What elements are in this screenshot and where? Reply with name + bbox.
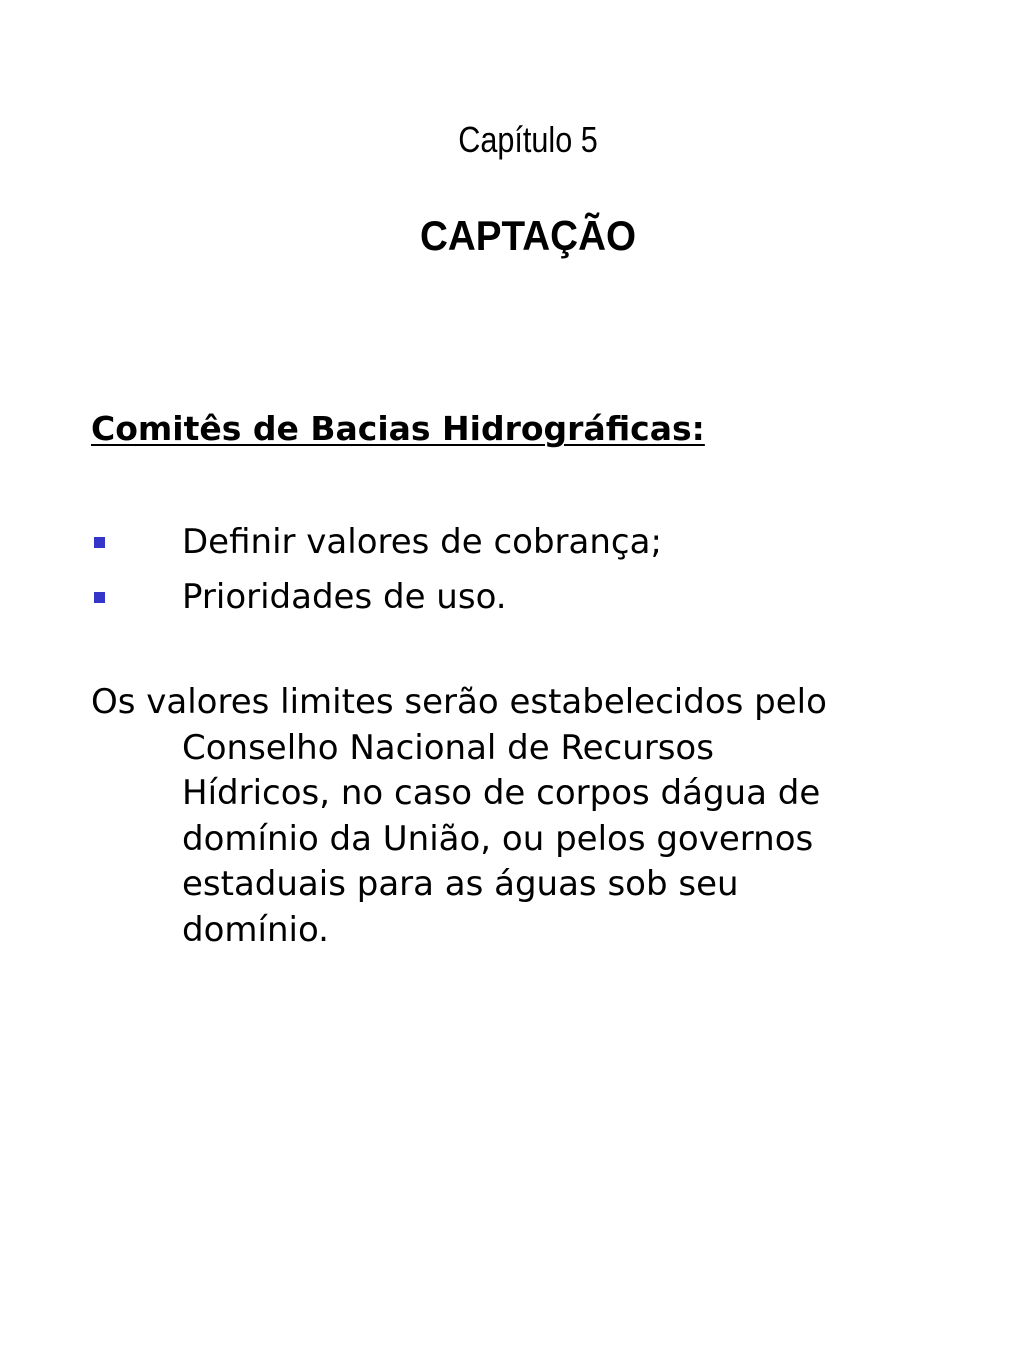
section-heading: Comitês de Bacias Hidrográficas: <box>91 409 705 448</box>
list-item-text: Prioridades de uso. <box>182 577 507 617</box>
list-item-text: Definir valores de cobrança; <box>182 522 662 562</box>
paragraph-line: Conselho Nacional de Recursos <box>182 727 714 768</box>
paragraph-line: domínio da União, ou pelos governos <box>182 818 814 859</box>
paragraph-line: Os valores limites serão estabelecidos pelo <box>91 682 827 722</box>
square-bullet-icon <box>94 592 105 603</box>
chapter-label: Capítulo 5 <box>458 119 598 160</box>
paragraph-line: domínio. <box>182 909 329 950</box>
list-item <box>91 570 662 625</box>
page-title: CAPTAÇÃO <box>419 212 637 259</box>
body-paragraph <box>91 680 921 954</box>
square-bullet-icon <box>94 537 105 548</box>
paragraph-line: estaduais para as águas sob seu <box>182 864 739 905</box>
list-item <box>91 515 662 570</box>
bullet-list <box>91 515 662 625</box>
paragraph-line: Hídricos, no caso de corpos dágua de <box>182 773 821 814</box>
